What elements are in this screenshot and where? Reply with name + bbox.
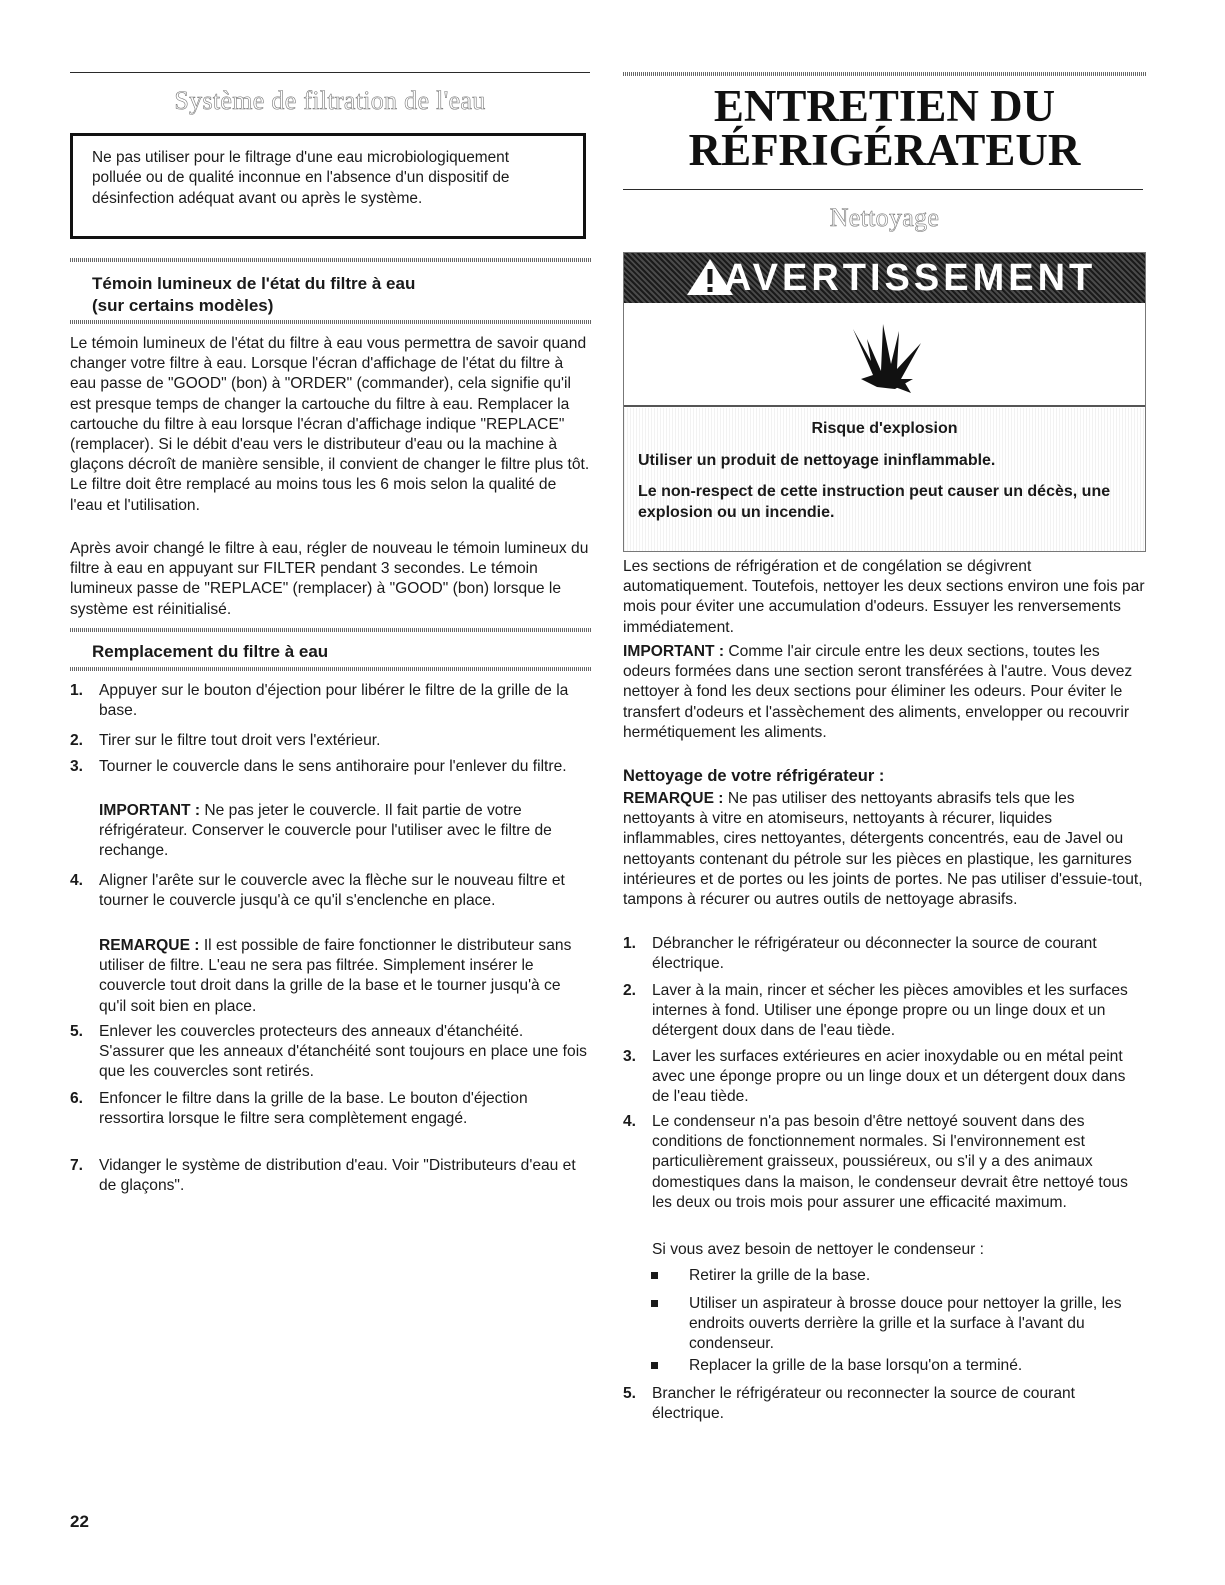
important-text: Comme l'air circule entre les deux sections, toutes les odeurs formées dans une section seront transférées à l'autre. Vous devez nettoyer à fond les deux sections pour éliminer les odeurs. Pour éviter le transfert d'odeurs et l'assèchement des aliments, envelopper ou recouvrir hermétiquement les aliments.: [623, 643, 1133, 741]
warning-instruction: Utiliser un produit de nettoyage ininflammable.: [638, 452, 996, 469]
list-number: 6.: [70, 1090, 84, 1107]
list-text: Si vous avez besoin de nettoyer le condenseur :: [652, 1241, 985, 1258]
page-title: [623, 81, 1146, 175]
heading-filter-indicator: [92, 273, 415, 317]
bullet-text: Replacer la grille de la base lorsqu'on a terminé.: [689, 1357, 1023, 1374]
list-text: Laver les surfaces extérieures en acier inoxydable ou en métal peint avec une éponge propre ou un linge doux et un détergent doux dans de l'eau tiède.: [652, 1048, 1126, 1106]
bullet-marker: [651, 1300, 658, 1307]
bullet-marker: [651, 1272, 658, 1279]
warning-box-text: Ne pas utiliser pour le filtrage d'une eau microbiologiquement polluée ou de qualité inconnue en l'absence d'un dispositif de désinfection adéquat avant ou après le système.: [92, 149, 510, 207]
heading-line: (sur certains modèles): [92, 296, 274, 315]
list-number: 5.: [70, 1023, 84, 1040]
indicator-reset-paragraph: Après avoir changé le filtre à eau, régler de nouveau le témoin lumineux du filtre à eau en appuyant sur FILTER pendant 3 secondes. Le témoin lumineux passe de "REPLACE" (remplacer) à "GOOD" (bon) lorsque le système est réinitialisé.: [70, 540, 589, 618]
bullet-text: Retirer la grille de la base.: [689, 1267, 871, 1284]
warning-box: [70, 133, 586, 239]
warning-banner: [624, 253, 1145, 303]
remarque-paragraph: [623, 789, 1146, 910]
remarque-text: Il est possible de faire fonctionner le distributeur sans utiliser de filtre. L'eau ne sera pas filtrée. Simplement insérer le couvercle tout droit dans la grille de la base et le tourner jusqu'à ce qu'il soit bien en place.: [99, 937, 572, 1015]
section-title-cleaning: Nettoyage: [829, 203, 940, 232]
list-text: [99, 801, 591, 862]
list-text: Tourner le couvercle dans le sens antihoraire pour l'enlever du filtre.: [99, 758, 567, 775]
list-number: 4.: [70, 872, 84, 889]
list-text: Le condenseur n'a pas besoin d'être nettoyé souvent dans des conditions de fonctionnement normales. Si l'environnement est particulièrement graisseux, poussiéreux, ou s'il y a des animaux domestiques dans la maison, le condenseur devrait être nettoyé tous les deux ou trois mois pour assurer une efficacité maximum.: [652, 1113, 1128, 1211]
list-number: 2.: [623, 982, 637, 999]
list-text: Débrancher le réfrigérateur ou déconnecter la source de courant électrique.: [652, 935, 1097, 973]
list-number: 3.: [623, 1048, 637, 1065]
remarque-label: REMARQUE :: [99, 937, 200, 954]
warning-consequence: Le non-respect de cette instruction peut causer un décès, une explosion ou un incendie.: [638, 483, 1111, 521]
warning-divider: [624, 405, 1145, 407]
list-number: 1.: [623, 935, 637, 952]
list-number: 7.: [70, 1157, 84, 1174]
divider: [70, 628, 592, 632]
heading-replacement: Remplacement du filtre à eau: [92, 642, 329, 661]
top-rule-left: [70, 72, 590, 73]
risk-title: Risque d'explosion: [811, 420, 958, 437]
warning-message: [624, 408, 1145, 551]
list-text: Tirer sur le filtre tout droit vers l'extérieur.: [99, 732, 381, 749]
bullet-marker: [651, 1362, 658, 1369]
important-label: IMPORTANT :: [623, 643, 725, 660]
list-text: Enlever les couvercles protecteurs des anneaux d'étanchéité. S'assurer que les anneaux d'étanchéité sont toujours en place une fois que les couvercles sont retirés.: [99, 1023, 587, 1081]
list-text: Brancher le réfrigérateur ou reconnecter la source de courant électrique.: [652, 1385, 1075, 1423]
divider: [70, 258, 592, 262]
explosion-icon: [841, 309, 931, 399]
important-paragraph: [623, 642, 1146, 743]
cleaning-intro-paragraph: Les sections de réfrigération et de congélation se dégivrent automatiquement. Toutefois, nettoyer les deux sections environ une fois par mois pour éviter une accumulation d'odeurs. Essuyer les renversements immédiatement.: [623, 558, 1145, 636]
important-text: Ne pas jeter le couvercle. Il fait partie de votre réfrigérateur. Conserver le couvercle pour l'utiliser avec le filtre de rechange.: [99, 802, 552, 860]
list-text: Aligner l'arête sur le couvercle avec la flèche sur le nouveau filtre et tourner le couvercle jusqu'à ce qu'il s'enclenche en place.: [99, 872, 565, 910]
list-text: [99, 936, 591, 1017]
list-number: 3.: [70, 758, 84, 775]
page-number: 22: [70, 1512, 89, 1531]
bullet-text: Utiliser un aspirateur à brosse douce pour nettoyer la grille, les endroits ouverts derrière la grille et la surface à l'avant du condenseur.: [689, 1295, 1122, 1353]
divider: [70, 320, 592, 324]
top-rule-right: [623, 72, 1146, 76]
title-rule: [623, 189, 1143, 190]
list-number: 5.: [623, 1385, 637, 1402]
warning-panel: [623, 252, 1146, 552]
list-text: Laver à la main, rincer et sécher les pièces amovibles et les surfaces internes à fond. Utiliser une éponge propre ou un linge doux et un détergent doux dans de l'eau tiède.: [652, 982, 1128, 1040]
remarque-text: Ne pas utiliser des nettoyants abrasifs tels que les nettoyants à vitre en atomiseurs, nettoyants à récurer, liquides inflammables, cires nettoyantes, détergents concentrés, eau de Javel ou nettoyants contenant du pétrole sur les pièces en plastique, les garnitures intérieures et de portes ou les joints de portes. Ne pas utiliser d'essuie-tout, tampons à récurer ou autres outils de nettoyage abrasifs.: [623, 790, 1143, 909]
divider: [70, 667, 592, 671]
section-title-filtration: Système de filtration de l'eau: [174, 86, 486, 115]
subheading-cleaning: Nettoyage de votre réfrigérateur :: [623, 767, 885, 785]
list-number: 2.: [70, 732, 84, 749]
remarque-label: REMARQUE :: [623, 790, 724, 807]
page-title-line: ENTRETIEN DU: [713, 81, 1056, 131]
heading-line: Témoin lumineux de l'état du filtre à eau: [92, 274, 416, 293]
list-number: 4.: [623, 1113, 637, 1130]
warning-banner-text: AVERTISSEMENT: [724, 257, 1097, 299]
list-text: Vidanger le système de distribution d'eau. Voir "Distributeurs d'eau et de glaçons".: [99, 1157, 576, 1195]
list-text: Appuyer sur le bouton d'éjection pour libérer le filtre de la grille de la base.: [99, 682, 569, 720]
list-text: Enfoncer le filtre dans la grille de la base. Le bouton d'éjection ressortira lorsque le filtre sera complètement engagé.: [99, 1090, 528, 1128]
list-number: 1.: [70, 682, 84, 699]
important-label: IMPORTANT :: [99, 802, 201, 819]
page-title-line: RÉFRIGÉRATEUR: [688, 125, 1081, 175]
indicator-paragraph: Le témoin lumineux de l'état du filtre à eau vous permettra de savoir quand changer votre filtre à eau. Lorsque l'écran d'affichage de l'état du filtre à eau passe de "GOOD" (bon) à "ORDER" (commander), cela signifie qu'il est presque temps de changer la cartouche du filtre à eau. Remplacer la cartouche du filtre à eau lorsque l'écran d'affichage indique "REPLACE" (remplacer). Si le débit d'eau vers le distributeur d'eau ou la machine à glaçons décroît de manière sensible, il convient de changer le filtre plus tôt. Le filtre doit être remplacé au moins tous les 6 mois selon la qualité de l'eau et l'utilisation.: [70, 335, 590, 514]
